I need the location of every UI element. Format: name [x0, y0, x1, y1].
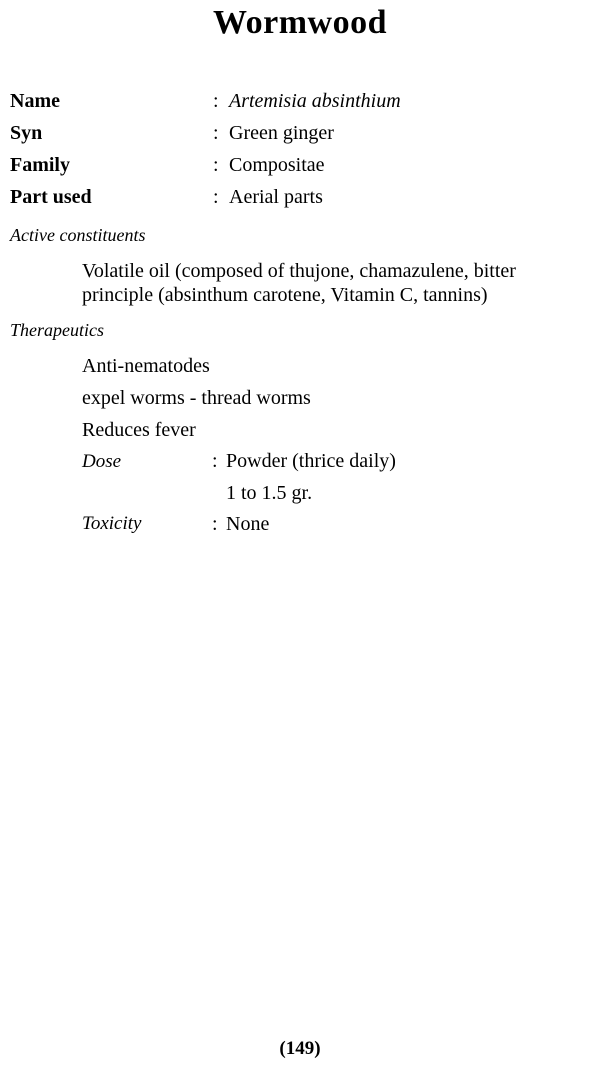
field-colon: :	[213, 90, 219, 112]
page-number: (149)	[279, 1038, 321, 1059]
dose-value: Powder (thrice daily)	[226, 450, 396, 472]
field-label-syn: Syn	[10, 122, 43, 144]
field-colon: :	[213, 122, 219, 144]
field-colon: :	[213, 186, 219, 208]
therapeutics-item: expel worms - thread worms	[82, 387, 311, 409]
dose-label: Dose	[82, 451, 122, 472]
active-constituents-line-1: Volatile oil (composed of thujone, chamazulene, bitter	[82, 260, 516, 282]
active-constituents-line-2: principle (absinthum carotene, Vitamin C, tannins)	[82, 284, 488, 306]
field-label-name: Name	[10, 90, 60, 112]
therapeutics-item: Anti-nematodes	[82, 355, 210, 377]
field-value-family: Compositae	[229, 154, 325, 176]
field-value-name: Artemisia absinthium	[229, 90, 401, 112]
field-label-part-used: Part used	[10, 186, 92, 208]
active-constituents-text	[82, 259, 594, 307]
field-colon: :	[213, 154, 219, 176]
therapeutics-item: Reduces fever	[82, 419, 196, 441]
field-label-family: Family	[10, 154, 70, 176]
toxicity-value: None	[226, 513, 270, 535]
dose-amount: 1 to 1.5 gr.	[226, 482, 313, 504]
toxicity-label: Toxicity	[82, 513, 142, 534]
therapeutics-heading: Therapeutics	[10, 320, 104, 340]
field-value-part-used: Aerial parts	[229, 186, 323, 208]
field-value-syn: Green ginger	[229, 122, 334, 144]
dose-colon: :	[212, 450, 218, 472]
page-title: Wormwood	[213, 4, 387, 41]
active-constituents-heading: Active constituents	[10, 225, 146, 245]
toxicity-colon: :	[212, 513, 218, 535]
